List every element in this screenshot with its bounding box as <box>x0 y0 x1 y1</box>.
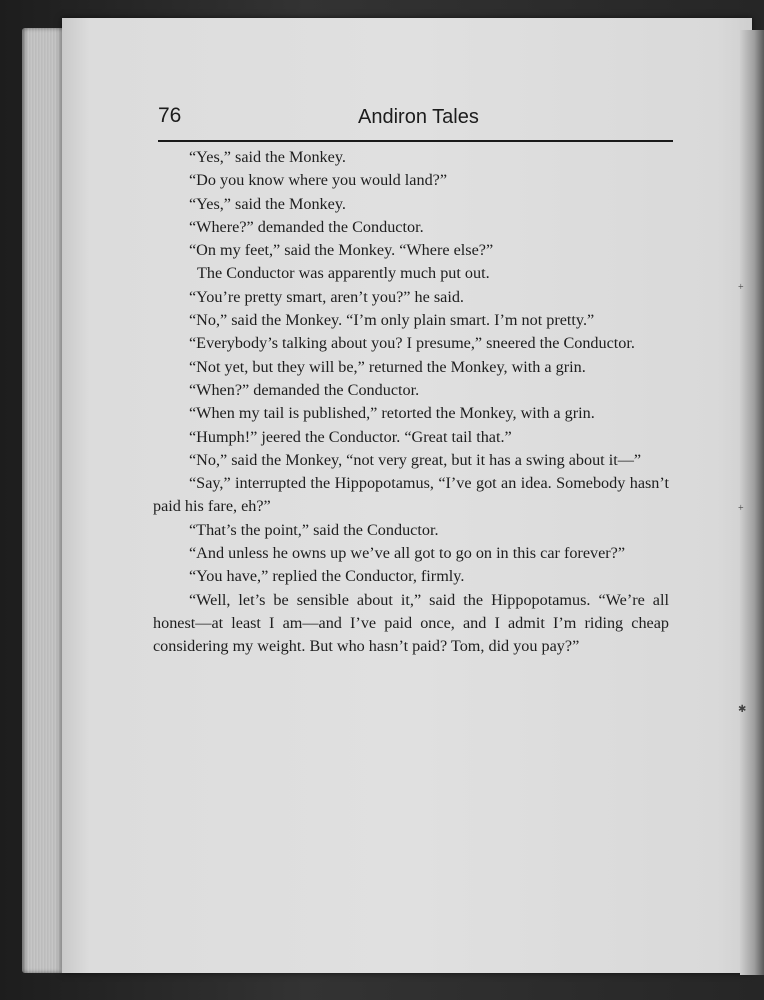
paragraph: “Humph!” jeered the Conductor. “Great tail that.” <box>189 427 512 446</box>
paragraph: “That’s the point,” said the Conductor. <box>189 520 439 539</box>
paragraph: “Yes,” said the Monkey. <box>189 194 346 213</box>
page-body <box>153 146 669 659</box>
binding-mark-icon: + <box>738 503 744 514</box>
paragraph: “No,” said the Monkey. “I’m only plain smart. I’m not pretty.” <box>189 311 595 330</box>
paragraph: “You’re pretty smart, aren’t you?” he said. <box>189 287 464 306</box>
paragraph: “Where?” demanded the Conductor. <box>189 217 424 236</box>
paragraph: “Yes,” said the Monkey. <box>189 148 346 166</box>
paragraph: The Conductor was apparently much put out. <box>197 264 490 283</box>
paragraph: “Everybody’s talking about you? I presume,” sneered the Conductor. <box>189 334 635 353</box>
binding-mark-icon: ✱ <box>738 704 747 715</box>
paragraph: “Do you know where you would land?” <box>189 171 448 190</box>
paragraph: “Not yet, but they will be,” returned the Monkey, with a grin. <box>189 357 586 376</box>
running-title: Andiron Tales <box>358 106 479 128</box>
paragraph: “And unless he owns up we’ve all got to go on in this car forever?” <box>189 544 626 563</box>
paragraph: “No,” said the Monkey, “not very great, but it has a swing about it—” <box>189 450 642 469</box>
paragraph: “When?” demanded the Conductor. <box>189 380 420 399</box>
paragraph: “On my feet,” said the Monkey. “Where else?” <box>189 241 494 260</box>
page-header <box>158 100 673 142</box>
paragraph: “Well, let’s be sensible about it,” said the Hippopotamus. “We’re all honest—at least I am—and I’ve paid once, and I admit I’m riding cheap considering my weight. But who hasn’t paid? Tom, did you pay?” <box>153 590 669 656</box>
paragraph: “When my tail is published,” retorted the Monkey, with a grin. <box>189 404 595 423</box>
paragraph: “Say,” interrupted the Hippopotamus, “I’ve got an idea. Somebody hasn’t paid his fare, eh?” <box>153 474 669 516</box>
paragraph: “You have,” replied the Conductor, firmly. <box>189 567 465 586</box>
page-number: 76 <box>158 104 182 127</box>
binding-mark-icon: + <box>738 282 744 293</box>
